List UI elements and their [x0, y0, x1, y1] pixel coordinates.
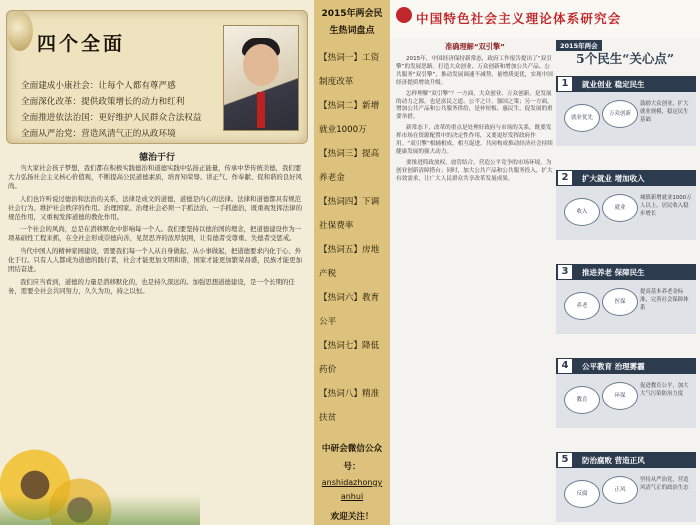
section-bubble: 养老 [564, 292, 600, 320]
leader-portrait [223, 25, 299, 131]
section-bubble: 正风 [602, 476, 638, 504]
article-paragraph: 当大家社会孩子梦想，我们都在积极实践德治和道德实践中弘扬正能量，传承中华传统美德，我们要大力弘扬社会主义核心价值观，不断提高公民道德素质，培育知荣辱、讲正气、作奉献、促和谐的良好风尚。 [8, 164, 302, 190]
section-number: 2 [558, 171, 572, 185]
section-body [556, 374, 696, 428]
panel-header [556, 40, 696, 76]
dual-engine-paragraph: 要推进简政放权、放管结合，营造公平竞争的市场环境，为创业创新清障搭台；同时，加大公共产品和公共服务投入，扩大有效需求，让广大人民群众共享改革发展成果。 [396, 159, 553, 182]
wechat-account-link[interactable]: anshidazhongy anhui [321, 478, 383, 501]
panel-section [556, 264, 696, 334]
section-bar [556, 358, 696, 374]
section-label: 扩大就业 增加收入 [582, 174, 645, 183]
section-label: 就业创业 稳定民生 [582, 80, 645, 89]
section-bar [556, 264, 696, 280]
section-bubble: 就业 [602, 194, 638, 222]
society-banner [390, 0, 700, 38]
dual-engine-paragraph: 新常态下，改革的重点是处理好政府与市场的关系，既要发挥市场在资源配置中的决定性作用，又要更好发挥政府作用。“双引擎”相辅相成、相互促进，共同构成推动经济社会持续健康发展的强大动力。 [396, 125, 553, 155]
section-bubble: 收入 [564, 198, 600, 226]
panel-tag: 2015年两会 [556, 40, 602, 51]
article-paragraph: 我们应当看到，道德的力量是潜移默化的，也是持久深远的。加强思想道德建设，是一个长期的任务，需要全社会共同努力，久久为功，持之以恒。 [8, 277, 295, 295]
panel-section [556, 452, 696, 522]
section-bubble: 教育 [564, 386, 600, 414]
section-body [556, 186, 696, 240]
section-number: 4 [558, 359, 572, 373]
right-area [390, 0, 700, 525]
point-item: 全面从严治党：营造风清气正的从政环境 [21, 129, 176, 139]
hotword-item: 【热词一】工资制度改革 [319, 53, 380, 87]
article-body [8, 164, 306, 300]
dual-engine-article [396, 40, 554, 525]
dual-engine-heading: 准确理解“双引擎” [445, 42, 505, 51]
dual-engine-paragraph: 2015年，中国经济保持新常态，政府工作报告提出了“双引擎”的发展思路。打造大众创业、万众创新和增加公共产品、公共服务“双引擎”，推动发展调速不减势、量增质更优，实现中国经济提质增效升级。 [396, 56, 553, 86]
hotword-item: 【热词二】新增就业1000万 [319, 101, 380, 135]
panel-headline: 5个民生“关心点” [576, 51, 675, 66]
portrait-face [243, 44, 279, 86]
section-bubble: 环保 [602, 382, 638, 410]
section-bar [556, 170, 696, 186]
section-label: 推进养老 保障民生 [582, 268, 645, 277]
middle-column [314, 0, 390, 525]
section-number: 1 [558, 77, 572, 91]
section-caption: 促进教育公平，加大大气污染防治力度 [640, 383, 689, 397]
wechat-follow-label: 中研会微信公众号： [321, 444, 383, 472]
welcome-text: 欢迎关注！ [330, 512, 374, 522]
left-column [0, 0, 314, 525]
section-caption: 城镇新增就业1000万人以上，居民收入稳步增长 [640, 195, 692, 217]
section-bubble: 万众创新 [602, 100, 638, 128]
four-comprehensives-heading: 四个全面 [37, 33, 126, 55]
grass-decoration [0, 495, 200, 525]
section-label: 公平教育 治理雾霾 [582, 362, 645, 371]
section-caption: 鼓励大众创业，扩大就业规模，稳定民生基础 [640, 101, 689, 123]
section-bar [556, 76, 696, 92]
section-bubble: 医保 [602, 288, 638, 316]
hotwords-title: 2015年两会民生热词盘点 [321, 9, 383, 36]
point-item: 全面深化改革：提供政策增长的动力和红利 [21, 97, 185, 107]
hotword-item: 【热词三】提高养老金 [319, 149, 380, 183]
article-title: 德治于行 [138, 153, 175, 163]
section-body [556, 468, 696, 522]
banner-title: 中国特色社会主义理论体系研究会 [416, 11, 622, 26]
emblem-icon [396, 7, 412, 23]
section-bubble: 就业优先 [564, 104, 600, 132]
panel-section [556, 358, 696, 428]
section-caption: 提高基本养老金标准，完善社会保障体系 [640, 289, 689, 311]
hotword-item: 【热词四】下调社保费率 [319, 197, 380, 231]
portrait-tie [257, 92, 265, 128]
hotword-item: 【热词六】教育公平 [319, 293, 380, 327]
section-number: 5 [558, 453, 572, 467]
point-item: 全面推进依法治国：更好维护人民群众合法权益 [21, 113, 202, 123]
article-paragraph: 一个社会的风尚，总是在潜移默化中影响每一个人。我们要坚持以德治国的理念，把道德建设作为一项基础性工程来抓，在全社会形成崇德向善、见贤思齐的浓厚氛围，让有德者受尊重、失德者受惩戒。 [8, 225, 302, 243]
livelihood-panel [556, 40, 696, 525]
scroll-roll-decoration [7, 11, 33, 51]
dual-engine-paragraph: 怎样理解“双引擎”？一方面，大众创业、万众创新，是发展的动力之源，也是富民之道、公平之计、强国之策；另一方面，增加公共产品和公共服务供给，是补短板、惠民生、促发展的重要举措。 [396, 90, 553, 121]
section-number: 3 [558, 265, 572, 279]
article-paragraph: 当代中国人的精神家园建设，需要我们每一个人从自身做起、从小事做起，把道德要求内化于心、外化于行。只有人人都成为道德的践行者，社会才能更加文明和谐，国家才能更加繁荣昌盛，民族才能更加团结奋进。 [8, 247, 302, 274]
section-caption: 坚持从严治党，营造风清气正的政治生态 [640, 477, 689, 491]
section-bar [556, 452, 696, 468]
hotword-item: 【热词七】降低药价 [319, 341, 380, 375]
section-bubble: 反腐 [564, 480, 600, 508]
section-label: 防治腐败 营造正风 [582, 456, 645, 465]
section-body [556, 92, 696, 146]
point-item: 全面建成小康社会：让每个人都有尊严感 [21, 81, 176, 91]
points-list [21, 79, 231, 143]
scroll-banner [6, 10, 308, 144]
panel-section [556, 76, 696, 146]
article-paragraph: 人们也许听说过德治和法治的关系，法律是成文的道德，道德是内心的法律。法律和道德都具有规范社会行为、维护社会秩序的作用。治理国家、治理社会必须一手抓法治、一手抓德治，既重视发挥法律的规范作用，又重视发挥道德的教化作用。 [8, 194, 302, 221]
section-body [556, 280, 696, 334]
hotword-item: 【热词五】房地产税 [319, 245, 380, 279]
hotword-item: 【热词八】精准扶贫 [319, 389, 380, 423]
panel-section [556, 170, 696, 240]
